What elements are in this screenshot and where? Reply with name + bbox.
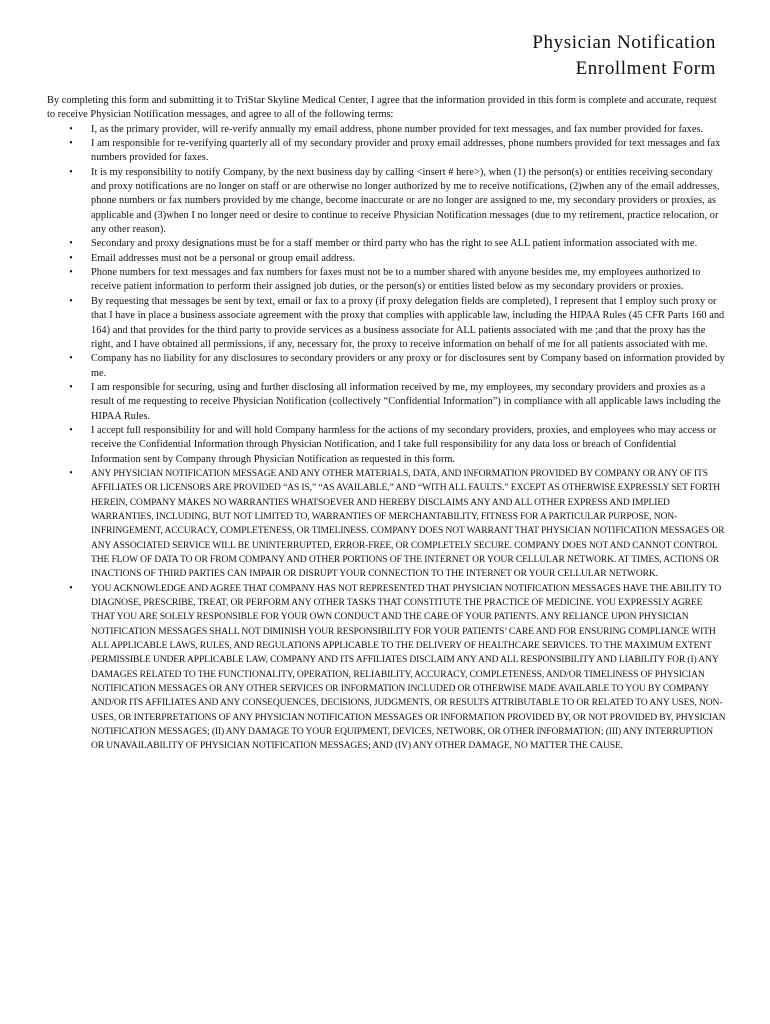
bullet-icon: •	[69, 166, 73, 178]
term-text: I, as the primary provider, will re-verify annually my email address, phone number provided for text messages, and fax number provided for faxes.	[91, 123, 704, 135]
term-text: I am responsible for securing, using and further disclosing all information received by me, my employees, my secondary providers and proxies as a result of me requesting to receive Physician Notification (collectively “Confidential Information”) in compliance with all applicable laws including the HIPAA Rules.	[91, 381, 721, 422]
list-item	[47, 582, 727, 754]
form-body	[47, 94, 727, 754]
list-item	[47, 295, 727, 352]
bullet-icon: •	[69, 381, 73, 393]
list-item	[47, 352, 727, 381]
list-item	[47, 166, 727, 238]
list-item	[47, 381, 727, 424]
list-item	[47, 123, 727, 137]
term-text: I accept full responsibility for and will hold Company harmless for the actions of my secondary providers, proxies, and employees who may access or receive the Confidential Information through Physician Notification, and I take full responsibility for any data loss or breach of Confidential Information sent by Company through Physician Notification as requested in this form.	[91, 424, 717, 465]
bullet-icon: •	[69, 467, 73, 479]
bullet-icon: •	[69, 123, 73, 135]
bullet-icon: •	[69, 295, 73, 307]
list-item	[47, 252, 727, 266]
bullet-icon: •	[69, 424, 73, 436]
bullet-icon: •	[69, 252, 73, 264]
term-text: It is my responsibility to notify Company, by the next business day by calling <insert # here>), when (1) the person(s) or entities receiving secondary and proxy notifications are no longer on staff or are otherwise no longer authorized by me to receive notifications, (2)when any of the email addresses, phone numbers or fax numbers provided by me change, become inaccurate or are no longer are assigned to me, my secondary providers or proxies, as applicable and (3)when I no longer need or desire to continue to receive Physician Notification messages (due to my retirement, practice relocation, or any other reason).	[91, 166, 720, 236]
list-item	[47, 467, 727, 582]
bullet-icon: •	[69, 138, 73, 150]
form-title-line-1: Physician Notification	[532, 32, 716, 53]
term-text: I am responsible for re-verifying quarterly all of my secondary provider and proxy email addresses, phone numbers provided for text messages and fax numbers provided for faxes.	[91, 138, 721, 164]
liability-text: YOU ACKNOWLEDGE AND AGREE THAT COMPANY HAS NOT REPRESENTED THAT PHYSICIAN NOTIFICATION MESSAGES HAVE THE ABILITY TO DIAGNOSE, PRESCRIBE, TREAT, OR PERFORM ANY OTHER TASKS THAT CONSTITUTE THE PRACTICE OF MEDICINE. YOU EXPRESSLY AGREE THAT YOU ARE SOLELY RESPONSIBLE FOR YOUR OWN CONDUCT AND THE CARE OF YOUR PATIENTS. ANY RELIANCE UPON PHYSICIAN NOTIFICATION MESSAGES SHALL NOT DIMINISH YOUR RESPONSIBILITY FOR YOUR PATIENTS’ CARE AND FOR ENSURING COMPLIANCE WITH ALL APPLICABLE LAWS, RULES, AND REGULATIONS APPLICABLE TO THE DELIVERY OF HEALTHCARE SERVICES. TO THE MAXIMUM EXTENT PERMISSIBLE UNDER APPLICABLE LAW, COMPANY AND ITS AFFILIATES DISCLAIM ANY AND ALL RESPONSIBILITY AND LIABILITY FOR (I) ANY DAMAGES RELATED TO THE FUNCTIONALITY, OPERATION, RELIABILITY, ACCURACY, COMPLETENESS, AND/OR TIMELINESS OF PHYSICIAN NOTIFICATION MESSAGES OR ANY OTHER SERVICES OR INFORMATION INCLUDED OR OTHERWISE MADE AVAILABLE TO YOU BY COMPANY AND/OR ITS AFFILIATES AND ANY CONSEQUENCES, DECISIONS, JUDGMENTS, OR RESULTS ATTRIBUTABLE TO OR RELATED TO ANY USES, NON-USES, OR INTERPRETATIONS OF ANY PHYSICIAN NOTIFICATION MESSAGES OR INFORMATION PROVIDED BY, OR NOT PROVIDED BY, PHYSICIAN NOTIFICATION MESSAGES; (II) ANY DAMAGE TO YOUR EQUIPMENT, DEVICES, NETWORK, OR OTHER INFORMATION; (III) ANY INTERRUPTION OR UNAVAILABILITY OF PHYSICIAN NOTIFICATION MESSAGES; AND (IV) ANY OTHER DAMAGE, NO MATTER THE CAUSE.	[91, 582, 726, 752]
form-title-line-2: Enrollment Form	[575, 58, 716, 79]
bullet-icon: •	[69, 353, 73, 365]
terms-list	[47, 123, 727, 754]
bullet-icon: •	[69, 267, 73, 279]
list-item	[47, 137, 727, 166]
term-text: Phone numbers for text messages and fax numbers for faxes must not be to a number shared with anyone besides me, my employees authorized to receive patient information to perform their assigned job duties, or the person(s) or entities listed below as my secondary providers or proxies.	[91, 267, 701, 293]
intro-paragraph: By completing this form and submitting it to TriStar Skyline Medical Center, I agree that the information provided in this form is complete and accurate, request to receive Physician Notification messages, and agree to all of the following terms:	[47, 95, 717, 121]
term-text: Company has no liability for any disclosures to secondary providers or any proxy or for disclosures sent by Company based on information provided by me.	[91, 353, 725, 379]
disclaimer-text: ANY PHYSICIAN NOTIFICATION MESSAGE AND ANY OTHER MATERIALS, DATA, AND INFORMATION PROVIDED BY COMPANY OR ANY OF ITS AFFILIATES OR LICENSORS ARE PROVIDED “AS IS,” “AS AVAILABLE,” AND “WITH ALL FAULTS.” EXCEPT AS OTHERWISE EXPRESSLY SET FORTH HEREIN, COMPANY MAKES NO WARRANTIES WHATSOEVER AND HEREBY DISCLAIMS ANY AND ALL OTHER EXPRESS AND IMPLIED WARRANTIES, INCLUDING, BUT NOT LIMITED TO, WARRANTIES OF MERCHANTABILITY, FITNESS FOR A PARTICULAR PURPOSE, NON-INFRINGEMENT, ACCURACY, COMPLETENESS, OR TIMELINESS. COMPANY DOES NOT WARRANT THAT PHYSICIAN NOTIFICATION MESSAGES OR ANY ASSOCIATED SERVICE WILL BE UNINTERRUPTED, ERROR-FREE, OR COMPLETELY SECURE. COMPANY DOES NOT AND CANNOT CONTROL THE FLOW OF DATA TO OR FROM COMPANY AND OTHER PORTIONS OF THE INTERNET OR YOUR CELLULAR NETWORK. AT TIMES, ACTIONS OR INACTIONS OF THIRD PARTIES CAN IMPAIR OR DISRUPT YOUR CONNECTION TO THE INTERNET OR YOUR CELLULAR NETWORK.	[91, 467, 725, 580]
list-item	[47, 237, 727, 251]
term-text: By requesting that messages be sent by text, email or fax to a proxy (if proxy delegation fields are completed), I represent that I employ such proxy or that I have in place a business associate agreement with the proxy that complies with applicable law, including the HIPAA Rules (45 CFR Parts 160 and 164) and that provides for the third party to provide services as a business associate for ALL patients associated with me ;and that the proxy has the right, and I have obtained all permissions, if any, necessary for, the proxy to receive information on behalf of me for all patients associated with me.	[91, 295, 725, 350]
bullet-icon: •	[69, 582, 73, 594]
form-title	[532, 30, 716, 82]
list-item	[47, 266, 727, 295]
bullet-icon: •	[69, 238, 73, 250]
term-text: Email addresses must not be a personal or group email address.	[91, 252, 356, 264]
term-text: Secondary and proxy designations must be for a staff member or third party who has the right to see ALL patient information associated with me.	[91, 238, 698, 250]
list-item	[47, 424, 727, 467]
